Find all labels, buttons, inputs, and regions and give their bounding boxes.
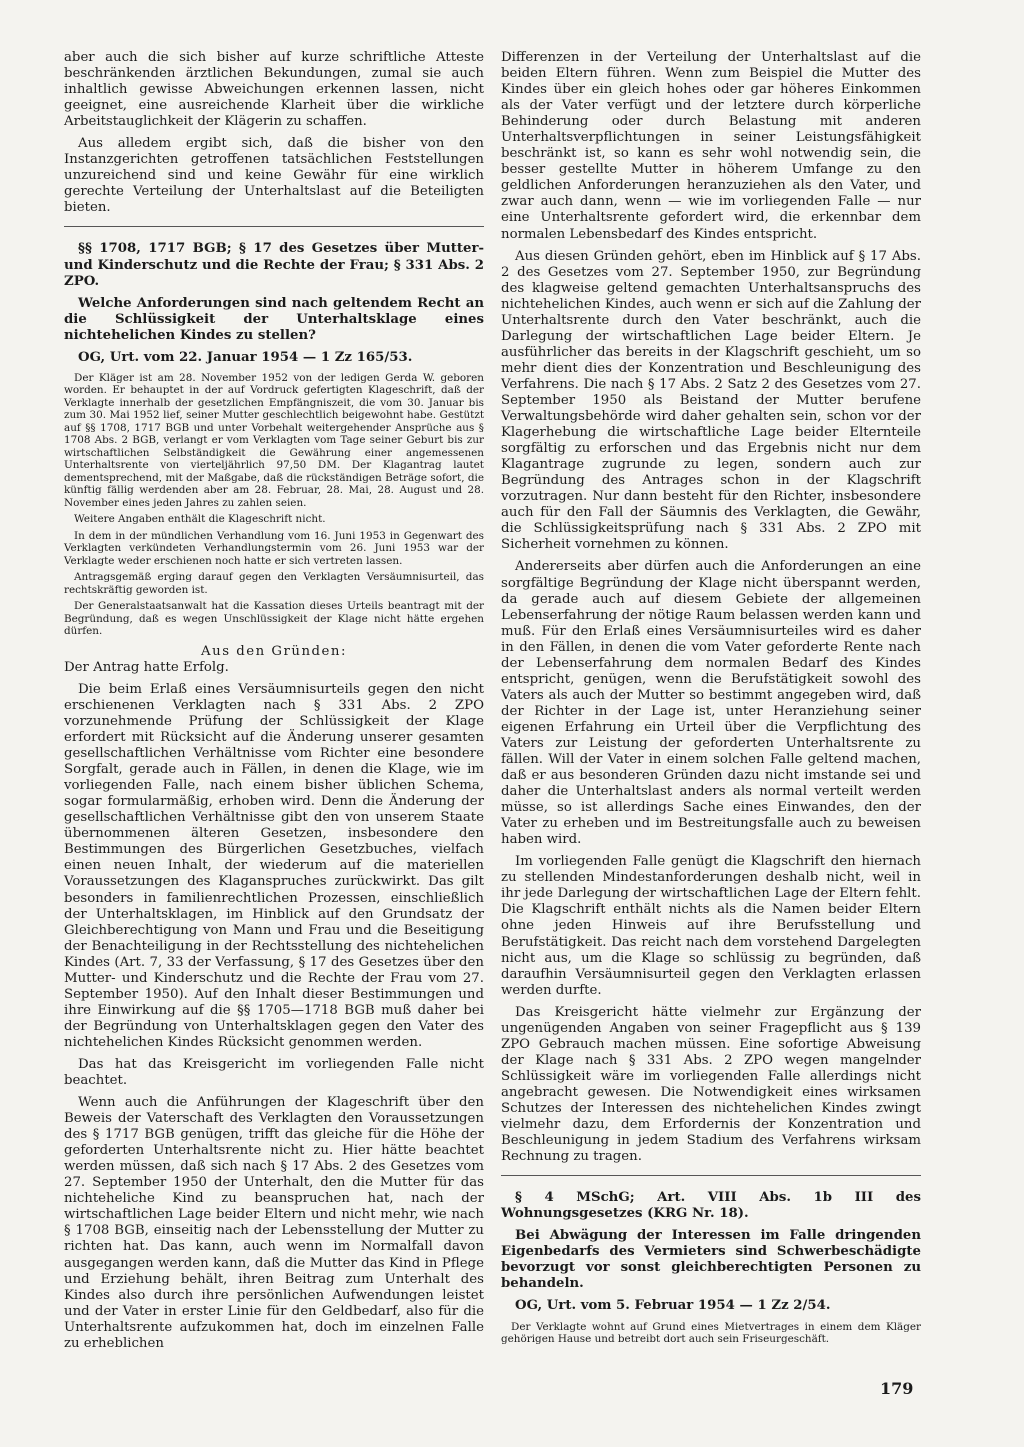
paragraph: Differenzen in der Verteilung der Unterhaltslast auf die beiden Eltern führen. Wenn zum Beispiel die Mutter des Kindes über ein gleich hohes oder gar höheres Einkommen als der Vater verfügt und der letztere durch körperliche Behinderung oder durch Belastung mit anderen Unterhaltsverpflichtungen in seiner Leistungsfähigkeit beschränkt ist, so kann es sehr wohl notwendig sein, die besser gestellte Mutter in höherem Umfange zu den geldlichen Anforderungen heranzuziehen als den Vater, und zwar auch dann, wenn — wie im vorliegenden Falle — nur eine Unterhaltsrente gefordert wird, die erkennbar dem normalen Lebensbedarf des Kindes entspricht. xyxy=(501,50,921,242)
section-divider xyxy=(64,226,484,227)
paragraph: Das Kreisgericht hätte vielmehr zur Ergänzung der ungenügenden Angaben von seiner Fragepflicht aus § 139 ZPO Gebrauch machen müssen. Eine sofortige Abweisung der Klage nach § 331 Abs. 2 ZPO wegen mangelnder Schlüssigkeit wäre im vorliegenden Falle allerdings nicht angebracht gewesen. Die Notwendigkeit eines wirksamen Schutzes der Interessen des nichtehelichen Kindes zwingt vielmehr dazu, dem Erfordernis der Konzentration und Beschleunigung in jedem Stadium des Verfahrens wirksam Rechnung zu tragen. xyxy=(501,1004,921,1165)
paragraph: Das hat das Kreisgericht im vorliegenden Falle nicht beachtet. xyxy=(64,1056,484,1089)
facts-paragraph: Der Verklagte wohnt auf Grund eines Mietvertrages in einem dem Kläger gehörigen Hause und betreibt dort auch sein Friseurgeschäft. xyxy=(501,1320,921,1346)
left-column xyxy=(64,50,484,1358)
facts-paragraph: In dem in der mündlichen Verhandlung vom 16. Juni 1953 in Gegenwart des Verklagten verkündeten Verhandlungstermin vom 26. Juni 1953 war der Verklagte weder erschienen noch hatte er sich vertreten lassen. xyxy=(64,529,484,567)
paragraph: Andererseits aber dürfen auch die Anforderungen an eine sorgfältige Begründung der Klage nicht überspannt werden, da gerade auch auf diesem Gebiete der allgemeinen Lebenserfahrung der nötige Raum belassen werden kann und muß. Für den Erlaß eines Versäumnisurteiles wird es daher in den Fällen, in denen die vom Vater geforderte Rente nach der Lebenserfahrung dem normalen Bedarf des Kindes entspricht, genügen, wenn die Berufstätigkeit sowohl des Vaters als auch der Mutter so bestimmt angegeben wird, daß der Richter in der Lage ist, unter Heranziehung seiner eigenen Erfahrung ein Urteil über die Verpflichtung des Vaters zur Leistung der geforderten Unterhaltsrente zu fällen. Will der Vater in einem solchen Falle geltend machen, daß er aus besonderen Gründen dazu nicht imstande sei und daher die Unterhaltslast anders als normal verteilt werden müsse, so ist allerdings Sache eines Einwandes, den der Vater zu erheben und im Bestreitungsfalle auch zu beweisen haben wird. xyxy=(501,559,921,848)
paragraph: aber auch die sich bisher auf kurze schriftliche Atteste beschränkenden ärztlichen Bekundungen, zumal sie auch inhaltlich gewisse Abweichungen erkennen lassen, nicht geeignet, eine ausreichende Klarheit über die wirkliche Arbeitstauglichkeit der Klägerin zu schaffen. xyxy=(64,50,484,130)
court-reference: OG, Urt. vom 5. Februar 1954 — 1 Zz 2/54. xyxy=(515,1298,831,1314)
legal-citation-heading: §§ 1708, 1717 BGB; § 17 des Gesetzes über Mutter- und Kinderschutz und die Rechte der Frau; § 331 Abs. 2 ZPO. xyxy=(64,241,484,289)
page-number: 179 xyxy=(880,1379,914,1398)
facts-paragraph: Weitere Angaben enthält die Klageschrift nicht. xyxy=(74,513,326,526)
legal-citation-heading: § 4 MSchG; Art. VIII Abs. 1b III des Wohnungsgesetzes (KRG Nr. 18). xyxy=(501,1190,921,1222)
paragraph: Der Antrag hatte Erfolg. xyxy=(64,659,229,675)
reasons-heading: Aus den Gründen: xyxy=(201,643,347,659)
paragraph: Aus diesen Gründen gehört, eben im Hinblick auf § 17 Abs. 2 des Gesetzes vom 27. September 1950, zur Begründung des klagweise geltend gemachten Unterhaltsanspruchs des nichtehelichen Kindes, auch wenn er sich auf die Zahlung der Unterhaltsrente durch den Vater beschränkt, auch die Darlegung der wirtschaftlichen Lage beider Eltern. Je ausführlicher das bereits in der Klagschrift geschieht, um so mehr dient dies der Konzentration und Beschleunigung des Verfahrens. Die nach § 17 Abs. 2 Satz 2 des Gesetzes vom 27. September 1950 als Beistand der Mutter berufene Verwaltungsbehörde wird daher gehalten sein, schon vor der Klagerhebung die wirtschaftliche Lage beider Elternteile sorgfältig zu erforschen und das Ergebnis nicht nur dem Klagantrage zugrunde zu legen, sondern auch zur Begründung des Antrages schon in der Klagschrift vorzutragen. Nur dann besteht für den Richter, insbesondere auch für den Fall der Säumnis des Verklagten, die Gewähr, die Schlüssigkeitsprüfung nach § 331 Abs. 2 ZPO mit Sicherheit vornehmen zu können. xyxy=(501,248,921,553)
headnote: Bei Abwägung der Interessen im Falle dringenden Eigenbedarfs des Vermieters sind Schwerbeschädigte bevorzugt vor sonst gleichberechtigten Personen zu behandeln. xyxy=(501,1228,921,1292)
facts-paragraph: Antragsgemäß erging darauf gegen den Verklagten Versäumnisurteil, das rechtskräftig geworden ist. xyxy=(64,571,484,596)
facts-paragraph: Der Kläger ist am 28. November 1952 von der ledigen Gerda W. geboren worden. Er behauptet in der auf Vordruck gefertigten Klageschrift, daß der Verklagte innerhalb der gesetzlichen Empfängniszeit, die vom 30. Januar bis zum 30. Mai 1952 lief, seiner Mutter geschlechtlich beigewohnt habe. Gestützt auf §§ 1708, 1717 BGB und unter Vorbehalt weitergehender Ansprüche aus § 1708 Abs. 2 BGB, verlangt er vom Verklagten vom Tage seiner Geburt bis zur wirtschaftlichen Selbständigkeit die Gewährung einer angemessenen Unterhaltsrente von vierteljährlich 97,50 DM. Der Klagantrag lautet dementsprechend, mit der Maßgabe, daß die rückständigen Beträge sofort, die künftig fällig werdenden aber am 28. Februar, 28. Mai, 28. August und 28. November eines jeden Jahres zu zahlen seien. xyxy=(64,371,484,509)
paragraph: Die beim Erlaß eines Versäumnisurteils gegen den nicht erschienenen Verklagten nach § 331 Abs. 2 ZPO vorzunehmende Prüfung der Schlüssigkeit der Klage erfordert mit Rücksicht auf die Änderung unserer gesamten gesellschaftlichen Verhältnisse vom Richter eine besondere Sorgfalt, gerade auch in Fällen, in denen die Klage, wie im vorliegenden Falle, nach einem bisher üblichen Schema, sogar formularmäßig, erhoben wird. Denn die Änderung der gesellschaftlichen Verhältnisse gibt den von unserem Staate übernommenen älteren Gesetzen, insbesondere den Bestimmungen des Bürgerlichen Gesetzbuches, vielfach einen neuen Inhalt, der wiederum auf die materiellen Voraussetzungen des Klaganspruches zurückwirkt. Das gilt besonders in familienrechtlichen Prozessen, einschließlich der Unterhaltsklagen, im Hinblick auf den Grundsatz der Gleichberechtigung von Mann und Frau und die Beseitigung der Benachteiligung in der Rechtsstellung des nichtehelichen Kindes (Art. 7, 33 der Verfassung, § 17 des Gesetzes über den Mutter- und Kinderschutz und die Rechte der Frau vom 27. September 1950). Auf den Inhalt dieser Bestimmungen und ihre Einwirkung auf die §§ 1705—1718 BGB muß daher bei der Begründung von Unterhaltsklagen gegen den Vater des nichtehelichen Kindes Rücksicht genommen werden. xyxy=(64,681,484,1050)
paragraph: Aus alledem ergibt sich, daß die bisher von den Instanzgerichten getroffenen tatsächlichen Feststellungen unzureichend sind und keine Gewähr für eine wirklich gerechte Verteilung der Unterhaltslast auf die Beteiligten bieten. xyxy=(64,136,484,216)
facts-paragraph: Der Generalstaatsanwalt hat die Kassation dieses Urteils beantragt mit der Begründung, daß es wegen Unschlüssigkeit der Klage nicht hätte ergehen dürfen. xyxy=(64,600,484,638)
section-divider xyxy=(501,1175,921,1176)
headnote: Welche Anforderungen sind nach geltendem Recht an die Schlüssigkeit der Unterhaltsklage eines nichtehelichen Kindes zu stellen? xyxy=(64,295,484,343)
court-reference: OG, Urt. vom 22. Januar 1954 — 1 Zz 165/53. xyxy=(78,349,413,365)
paragraph: Im vorliegenden Falle genügt die Klagschrift den hiernach zu stellenden Mindestanforderungen deshalb nicht, weil in ihr jede Darlegung der wirtschaftlichen Lage der Eltern fehlt. Die Klagschrift enthält nichts als die Namen beider Eltern ohne jeden Hinweis auf ihre Berufsstellung und Berufstätigkeit. Das reicht nach dem vorstehend Dargelegten nicht aus, um die Klage so schlüssig zu begründen, daß daraufhin Versäumnisurteil gegen den Verklagten erlassen werden durfte. xyxy=(501,854,921,998)
paragraph: Wenn auch die Anführungen der Klageschrift über den Beweis der Vaterschaft des Verklagten den Voraussetzungen des § 1717 BGB genügen, trifft das gleiche für die Höhe der geforderten Unterhaltsrente nicht zu. Hier hätte beachtet werden müssen, daß sich nach § 17 Abs. 2 des Gesetzes vom 27. September 1950 der Unterhalt, den die Mutter für das nichteheliche Kind zu beanspruchen hat, nach der wirtschaftlichen Lage beider Eltern und nicht mehr, wie nach § 1708 BGB, einseitig nach der Lebensstellung der Mutter zu richten hat. Das kann, auch wenn im Normalfall davon ausgegangen werden kann, daß die Mutter das Kind in Pflege und Erziehung behält, ihren Beitrag zum Unterhalt des Kindes also durch ihre persönlichen Aufwendungen leistet und der Vater in erster Linie für den Geldbedarf, also für die Unterhaltsrente aufzukommen hat, doch im einzelnen Falle zu erheblichen xyxy=(64,1095,484,1351)
right-column xyxy=(501,50,921,1350)
